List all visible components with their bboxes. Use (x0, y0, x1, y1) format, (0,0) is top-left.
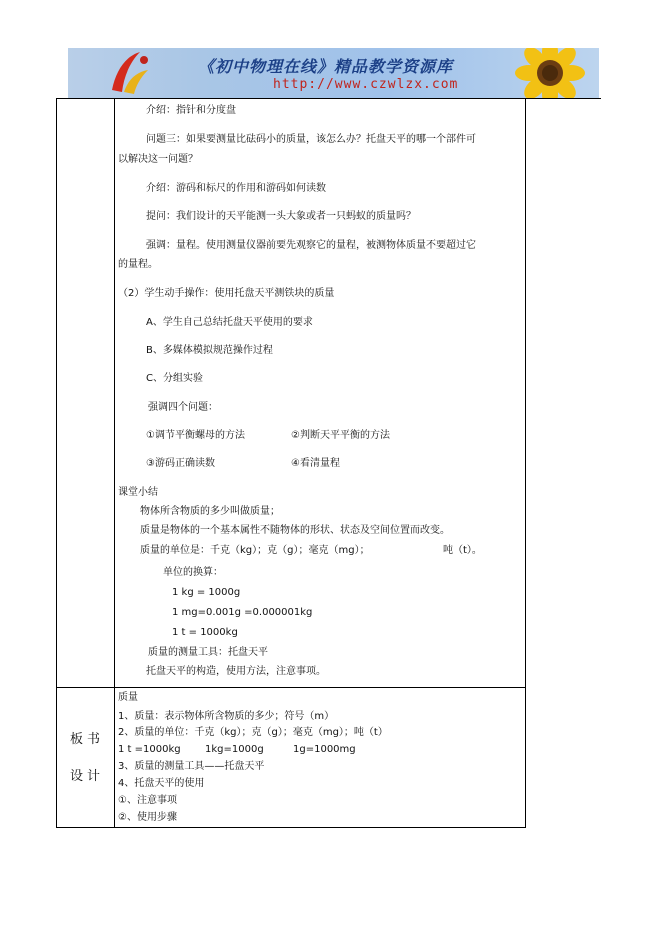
question-range: 提问：我们设计的天平能测一头大象或者一只蚂蚁的质量吗？ (146, 211, 416, 222)
emphasis-range-line1: 强调：量程。使用测量仪器前要先观察它的量程，被测物体质量不要超过它 (146, 240, 476, 251)
conversion-t: 1 t = 1000kg (172, 627, 238, 638)
question-three-line1: 问题三：如果要测量比砝码小的质量，该怎么办？托盘天平的哪一个部件可 (146, 134, 476, 145)
board-item-2: 2、质量的单位：千克（kg）；克（g）；毫克（mg）；吨（t） (118, 727, 388, 738)
point-three: ③游码正确读数 (146, 458, 215, 469)
conversion-kg: 1 kg = 1000g (172, 587, 241, 598)
board-item-3: 3、质量的测量工具——托盘天平 (118, 761, 265, 772)
question-three-line2: 以解决这一问题？ (118, 154, 198, 165)
step-a: A、学生自己总结托盘天平使用的要求 (146, 317, 313, 328)
sunflower-icon (505, 48, 595, 98)
banner-url[interactable]: http://www.czwlzx.com (273, 77, 459, 92)
board-conversion-t: 1 t =1000kg (118, 744, 181, 755)
point-four: ④看清量程 (291, 458, 340, 469)
board-title: 质量 (118, 692, 138, 703)
intro-pointer: 介绍：指针和分度盘 (146, 105, 236, 116)
summary-heading: 课堂小结 (118, 487, 158, 498)
summary-structure: 托盘天平的构造，使用方法，注意事项。 (146, 666, 326, 677)
summary-definition: 物体所含物质的多少叫做质量； (140, 506, 280, 517)
column-divider (114, 99, 115, 827)
summary-tool: 质量的测量工具：托盘天平 (148, 647, 268, 658)
conversion-mg: 1 mg=0.001g =0.000001kg (172, 607, 313, 618)
student-operation: （2）学生动手操作：使用托盘天平测铁块的质量 (118, 288, 335, 299)
board-conversion-g: 1g=1000mg (293, 744, 356, 755)
header-extension-line (526, 98, 601, 99)
board-conversion-kg: 1kg=1000g (205, 744, 264, 755)
emphasis-range-line2: 的量程。 (118, 259, 158, 270)
summary-units: 质量的单位是：千克（kg）；克（g）；毫克（mg）； (140, 545, 370, 556)
board-subitem-1: ①、注意事项 (118, 795, 177, 806)
summary-conversion: 单位的换算： (163, 567, 223, 578)
site-logo-icon (106, 50, 156, 96)
board-item-4: 4、托盘天平的使用 (118, 778, 205, 789)
header-banner (68, 48, 599, 98)
emphasis-four: 强调四个问题： (148, 402, 218, 413)
row-divider (57, 687, 525, 688)
board-item-1: 1、质量：表示物体所含物质的多少；符号（m） (118, 711, 335, 722)
board-label-line1: 板书 (70, 732, 105, 747)
banner-title: 《初中物理在线》精品教学资源库 (198, 57, 454, 76)
step-b: B、多媒体模拟规范操作过程 (146, 345, 273, 356)
board-subitem-2: ②、使用步骤 (118, 812, 177, 823)
point-one: ①调节平衡螺母的方法 (146, 430, 245, 441)
intro-rider: 介绍：游码和标尺的作用和游码如何读数 (146, 183, 326, 194)
summary-property: 质量是物体的一个基本属性不随物体的形状、状态及空间位置而改变。 (140, 525, 450, 536)
step-c: C、分组实验 (146, 373, 203, 384)
summary-units-ton: 吨（t）。 (443, 545, 482, 556)
board-label-line2: 设计 (70, 769, 105, 784)
point-two: ②判断天平平衡的方法 (291, 430, 390, 441)
